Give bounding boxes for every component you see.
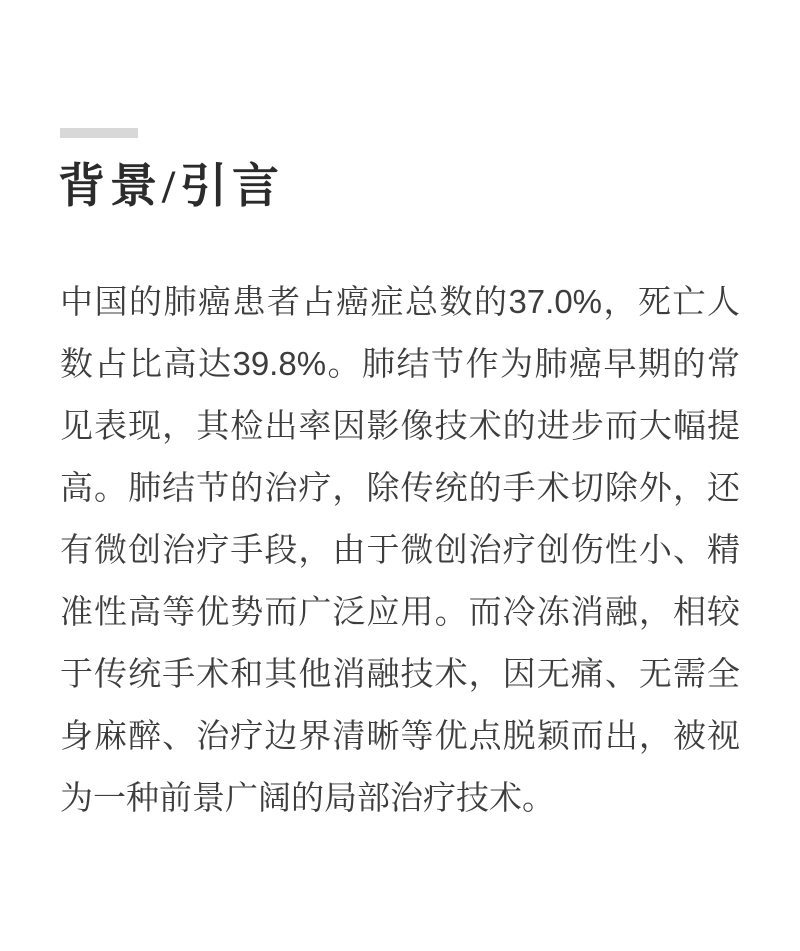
- accent-bar: [60, 128, 138, 138]
- paragraph-line: 有微创治疗手段，由于微创治疗创伤性小、精: [60, 531, 740, 568]
- paragraph-line: 于传统手术和其他消融技术，因无痛、无需全: [60, 655, 740, 692]
- paragraph-line: 身麻醉、治疗边界清晰等优点脱颖而出，被视: [60, 717, 740, 754]
- paragraph-line: 数占比高达39.8%。肺结节作为肺癌早期的常: [60, 345, 740, 382]
- section-title: 背景/引言: [58, 161, 285, 213]
- paragraph-line: 见表现，其检出率因影像技术的进步而大幅提: [60, 407, 740, 444]
- paragraph-line: 高。肺结节的治疗，除传统的手术切除外，还: [60, 469, 740, 506]
- paragraph-line: 准性高等优势而广泛应用。而冷冻消融，相较: [60, 593, 740, 630]
- paragraph-line: 为一种前景广阔的局部治疗技术。: [60, 779, 555, 816]
- body-paragraph: [60, 271, 740, 829]
- paragraph-line: 中国的肺癌患者占癌症总数的37.0%，死亡人: [60, 283, 740, 320]
